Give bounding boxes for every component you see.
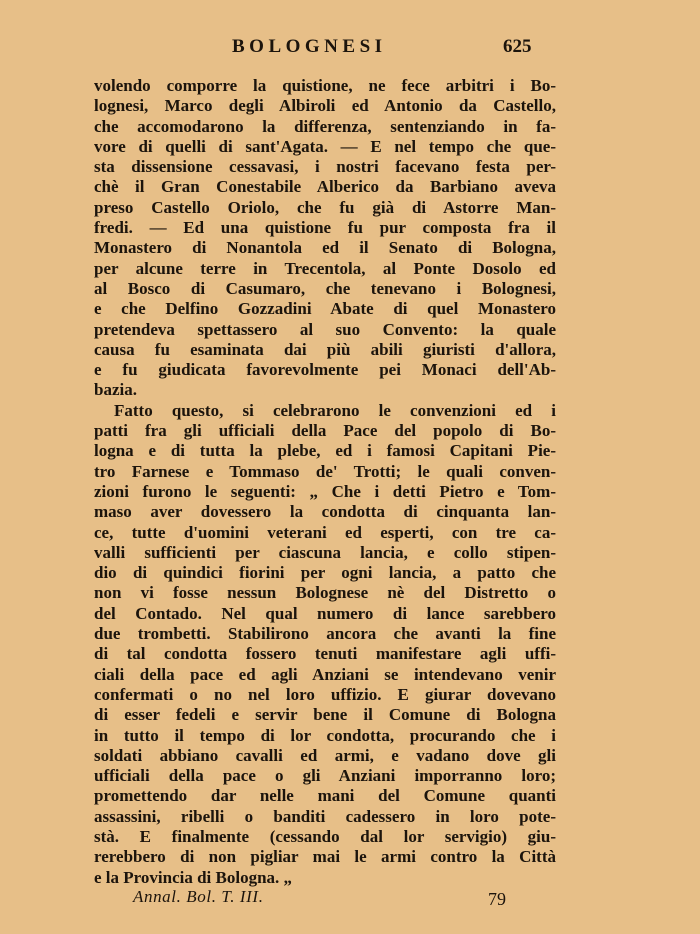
text-line: patti fra gli ufficiali della Pace del popolo di Bo- (94, 421, 556, 441)
text-line: Monastero di Nonantola ed il Senato di Bologna, (94, 238, 556, 258)
text-line: pretendeva spettassero al suo Convento: la quale (94, 319, 556, 339)
text-line: rerebbero di non pigliar mai le armi contro la Città (94, 847, 556, 867)
running-head (0, 36, 700, 66)
text-line: di esser fedeli e servir bene il Comune di Bologna (94, 705, 556, 725)
text-line: confermati o no nel loro uffizio. E giurar dovevano (94, 684, 556, 704)
page-footer (0, 887, 700, 917)
text-line: di tal condotta fossero tenuti manifestare agli uffi- (94, 644, 556, 664)
signature-number: 79 (488, 889, 506, 909)
text-line: vore di quelli di sant'Agata. — E nel tempo che que- (94, 136, 556, 156)
text-line: e fu giudicata favorevolmente pei Monaci dell'Ab- (94, 360, 556, 380)
text-line: al Bosco di Casumaro, che tenevano i Bolognesi, (94, 278, 556, 298)
text-line: zioni furono le seguenti: „ Che i detti Pietro e Tom- (94, 481, 556, 501)
text-line: assassini, ribelli o banditi cadessero in loro pote- (94, 806, 556, 826)
text-line: tro Farnese e Tommaso de' Trotti; le quali conven- (94, 461, 556, 481)
text-line: lognesi, Marco degli Albiroli ed Antonio da Castello, (94, 96, 556, 116)
text-line: del Contado. Nel qual numero di lance sarebbero (94, 603, 556, 623)
text-line: dio di quindici fiorini per ogni lancia, a patto che (94, 563, 556, 583)
text-line: promettendo dar nelle mani del Comune quanti (94, 786, 556, 806)
text-line: chè il Gran Conestabile Alberico da Barbiano aveva (94, 177, 556, 197)
page-number: 625 (503, 36, 532, 57)
text-line: e che Delfino Gozzadini Abate di quel Monastero (94, 299, 556, 319)
text-line: per alcune terre in Trecentola, al Ponte Dosolo ed (94, 258, 556, 278)
printer-signature: Annal. Bol. T. III. (133, 887, 264, 906)
text-line: maso aver dovessero la condotta di cinquanta lan- (94, 502, 556, 522)
text-line: ce, tutte d'uomini veterani ed esperti, con tre ca- (94, 522, 556, 542)
text-line: sta dissensione cessavasi, i nostri facevano festa per- (94, 157, 556, 177)
running-title: BOLOGNESI (232, 36, 387, 57)
text-line: stà. E finalmente (cessando dal lor servigio) giu- (94, 826, 556, 846)
text-line: ufficiali della pace o gli Anziani imporranno loro; (94, 766, 556, 786)
text-line: in tutto il tempo di lor condotta, procurando che i (94, 725, 556, 745)
text-line: preso Castello Oriolo, che fu già di Astorre Man- (94, 197, 556, 217)
text-line: soldati abbiano cavalli ed armi, e vadano dove gli (94, 745, 556, 765)
text-line: fredi. — Ed una quistione fu pur composta fra il (94, 218, 556, 238)
text-line: non vi fosse nessun Bolognese nè del Distretto o (94, 583, 556, 603)
text-line: valli sufficienti per ciascuna lancia, e collo stipen- (94, 542, 556, 562)
text-line: causa fu esaminata dai più abili giuristi d'allora, (94, 339, 556, 359)
text-line: due trombetti. Stabilirono ancora che avanti la fine (94, 624, 556, 644)
text-line: volendo comporre la quistione, ne fece arbitri i Bo- (94, 76, 556, 95)
text-line: che accomodarono la differenza, sentenziando in fa- (94, 116, 556, 136)
text-line: Fatto questo, si celebrarono le convenzioni ed i (114, 400, 556, 420)
body-text (94, 76, 556, 888)
text-line: bazia. (94, 380, 137, 400)
text-line: ciali della pace ed agli Anziani se intendevano venir (94, 664, 556, 684)
text-line: e la Provincia di Bologna. „ (94, 867, 293, 887)
text-line: logna e di tutta la plebe, ed i famosi Capitani Pie- (94, 441, 556, 461)
